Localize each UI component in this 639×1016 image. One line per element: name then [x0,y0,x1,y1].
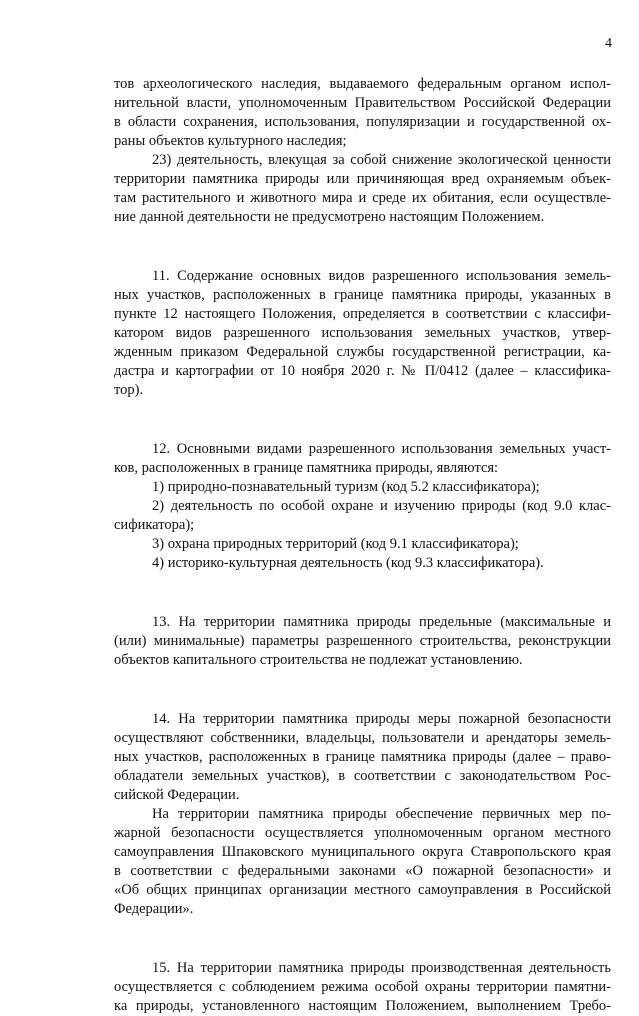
text-line: осуществляют собственники, владельцы, пользователи и арендаторы земель- [114,730,611,746]
text-line: 23) деятельность, влекущая за собой снижение экологической ценности [152,152,611,168]
text-line: сификатора); [114,517,195,533]
text-line: тов археологического наследия, выдаваемого федеральным органом испол- [114,76,611,92]
paragraph [114,151,611,227]
text-line: 3) охрана природных территорий (код 9.1 классификатора); [152,536,519,552]
text-line: обладатели земельных участков), в соответствии с законодательством Рос- [114,768,611,784]
text-line: жденным приказом Федеральной службы государственной регистрации, ка- [114,344,611,360]
text-line: ков, расположенных в границе памятника природы, являются: [114,460,499,476]
text-line: 13. На территории памятника природы предельные (максимальные и [152,614,611,630]
paragraph [114,805,611,919]
paragraph [114,440,611,478]
text-line: самоуправления Шпаковского муниципального округа Ставропольского края [114,844,611,860]
text-line: ка природы, установленного настоящим Положением, выполнением Требо- [114,998,611,1014]
text-line: 4) историко-культурная деятельность (код 9.3 классификатора). [152,555,544,571]
paragraph [114,710,611,805]
text-line: 15. На территории памятника природы производственная деятельность [152,960,611,976]
text-line: ние данной деятельности не предусмотрено настоящим Положением. [114,209,545,225]
text-line: жарной безопасности осуществляется уполномоченным органом местного [114,825,611,841]
text-line: дастра и картографии от 10 ноября 2020 г. № П/0412 (далее – классифика- [114,363,611,379]
text-line: нительной власти, уполномоченным Правительством Российской Федерации [114,95,611,111]
list-item [114,497,611,535]
text-line: 1) природно-познавательный туризм (код 5.2 классификатора); [152,479,540,495]
list-item [114,554,611,573]
text-line: 12. Основными видами разрешенного использования земельных участ- [152,441,611,457]
list-item [114,535,611,554]
text-line: 2) деятельность по особой охране и изучению природы (код 9.0 клас- [152,498,611,514]
text-line: ных участков, расположенных в границе памятника природы, указанных в [114,287,611,303]
text-line: На территории памятника природы обеспечение первичных мер по- [152,806,611,822]
text-line: раны объектов культурного наследия; [114,133,347,149]
document-body [114,75,611,1016]
text-line: пункте 12 настоящего Положения, определяется в соответствии с классифи- [114,306,611,322]
text-line: 14. На территории памятника природы меры пожарной безопасности [152,711,611,727]
text-line: 11. Содержание основных видов разрешенного использования земель- [152,268,611,284]
text-line: ных участков, расположенных в границе памятника природы (далее – право- [114,749,611,765]
text-line: (или) минимальные) параметры разрешенного строительства, реконструкции [114,633,611,649]
text-line: объектов капитального строительства не подлежат установлению. [114,652,523,668]
paragraph [114,959,611,1016]
list-item [114,478,611,497]
text-line: территории памятника природы или причиняющая вред охраняемым объек- [114,171,611,187]
text-line: тор). [114,382,144,398]
paragraph [114,267,611,400]
text-line: там растительного и животного мира и среде их обитания, если осуществле- [114,190,611,206]
paragraph [114,75,611,151]
text-line: в области сохранения, использования, популяризации и государственной ох- [114,114,611,130]
text-line: сийской Федерации. [114,787,240,803]
text-line: «Об общих принципах организации местного самоуправления в Российской [114,882,611,898]
text-line: Федерации». [114,901,194,917]
text-line: осуществляется с соблюдением режима особой охраны территории памятни- [114,979,611,995]
text-line: в соответствии с федеральными законами «О пожарной безопасности» и [114,863,611,879]
text-line: катором видов разрешенного использования земельных участков, утвер- [114,325,611,341]
page-number: 4 [605,36,612,51]
paragraph [114,613,611,670]
